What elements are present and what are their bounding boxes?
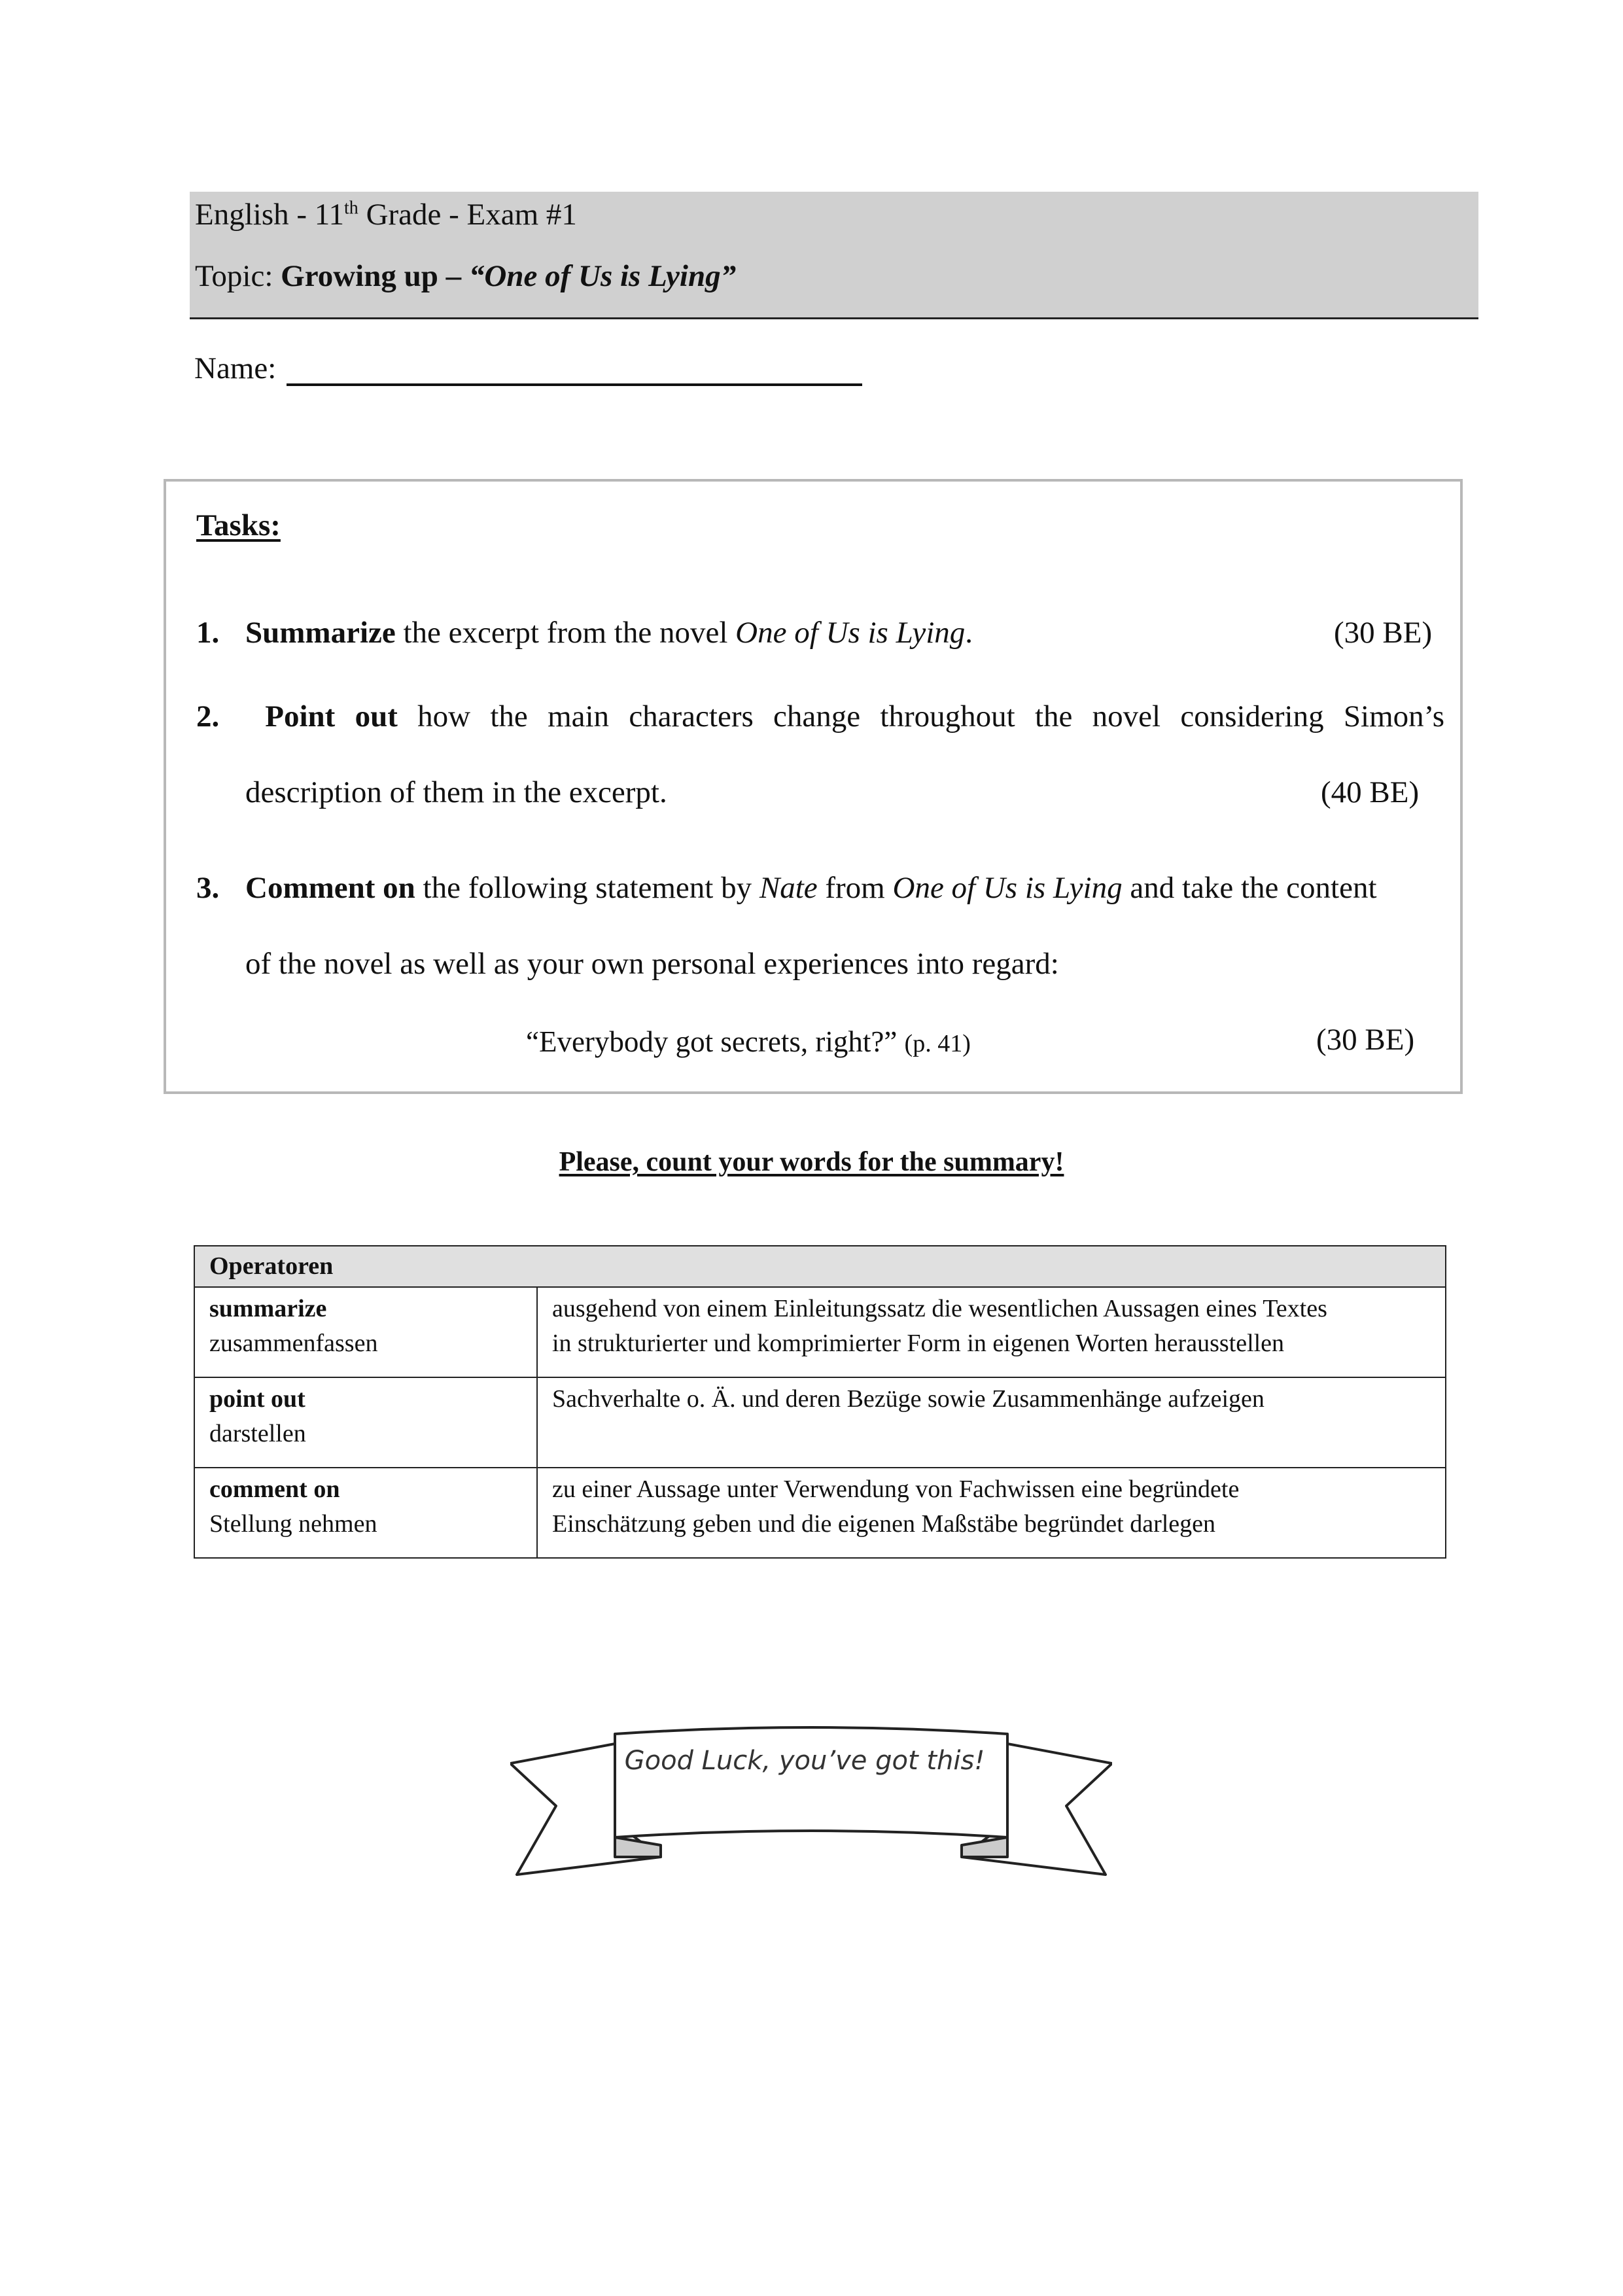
- operator-cell: point out darstellen: [194, 1377, 537, 1468]
- task-2-continuation: description of them in the excerpt.: [245, 775, 667, 809]
- operator-cell: comment on Stellung nehmen: [194, 1468, 537, 1558]
- operator-description: Sachverhalte o. Ä. und deren Bezüge sowie Zusammenhänge aufzeigen: [537, 1377, 1446, 1468]
- name-field: [194, 351, 862, 386]
- operators-table: [194, 1245, 1446, 1559]
- task-3: 3. Comment on the following statement by Nate from One of Us is Lying and take the content: [196, 871, 1377, 905]
- operator-cell: summarize zusammenfassen: [194, 1287, 537, 1377]
- operators-table-header: [194, 1246, 1446, 1287]
- table-row: [194, 1468, 1446, 1558]
- name-blank-line[interactable]: [287, 353, 862, 386]
- operator-description: ausgehend von einem Einleitungssatz die wesentlichen Aussagen eines Textes in strukturierter und komprimierter Form in eigenen Worten herausstellen: [537, 1287, 1446, 1377]
- table-row: [194, 1287, 1446, 1377]
- task-3-points: (30 BE): [1316, 1023, 1415, 1057]
- ribbon-left-fold: [615, 1837, 661, 1857]
- operators-header-cell: Operatoren: [194, 1246, 1446, 1287]
- good-luck-text: Good Luck, you’ve got this!: [624, 1746, 985, 1776]
- task-1: 1. Summarize the excerpt from the novel One of Us is Lying.: [196, 616, 973, 650]
- exam-topic: Topic: Growing up – “One of Us is Lying”: [195, 259, 737, 293]
- name-label: Name:: [194, 351, 277, 385]
- ribbon-front: [615, 1727, 1007, 1837]
- operator-description: zu einer Aussage unter Verwendung von Fachwissen eine begründete Einschätzung geben und die eigenen Maßstäbe begründet darlegen: [537, 1468, 1446, 1558]
- good-luck-ribbon-icon: [510, 1714, 1112, 1884]
- exam-title: English - 11th Grade - Exam #1: [195, 198, 577, 232]
- task-3-quote: “Everybody got secrets, right?” (p. 41): [526, 1025, 971, 1058]
- ribbon-right-fold: [962, 1837, 1007, 1857]
- tasks-title: Tasks:: [196, 508, 281, 542]
- exam-header: [190, 192, 1478, 319]
- task-2: 2. Point out how the main characters change throughout the novel considering Simon’s: [196, 699, 1444, 733]
- word-count-reminder: Please, count your words for the summary!: [559, 1147, 1064, 1177]
- table-row: [194, 1377, 1446, 1468]
- task-1-points: (30 BE): [1334, 616, 1433, 650]
- task-2-points: (40 BE): [1321, 775, 1420, 809]
- tasks-box: [164, 479, 1463, 1094]
- task-3-continuation: of the novel as well as your own personal experiences into regard:: [245, 947, 1059, 981]
